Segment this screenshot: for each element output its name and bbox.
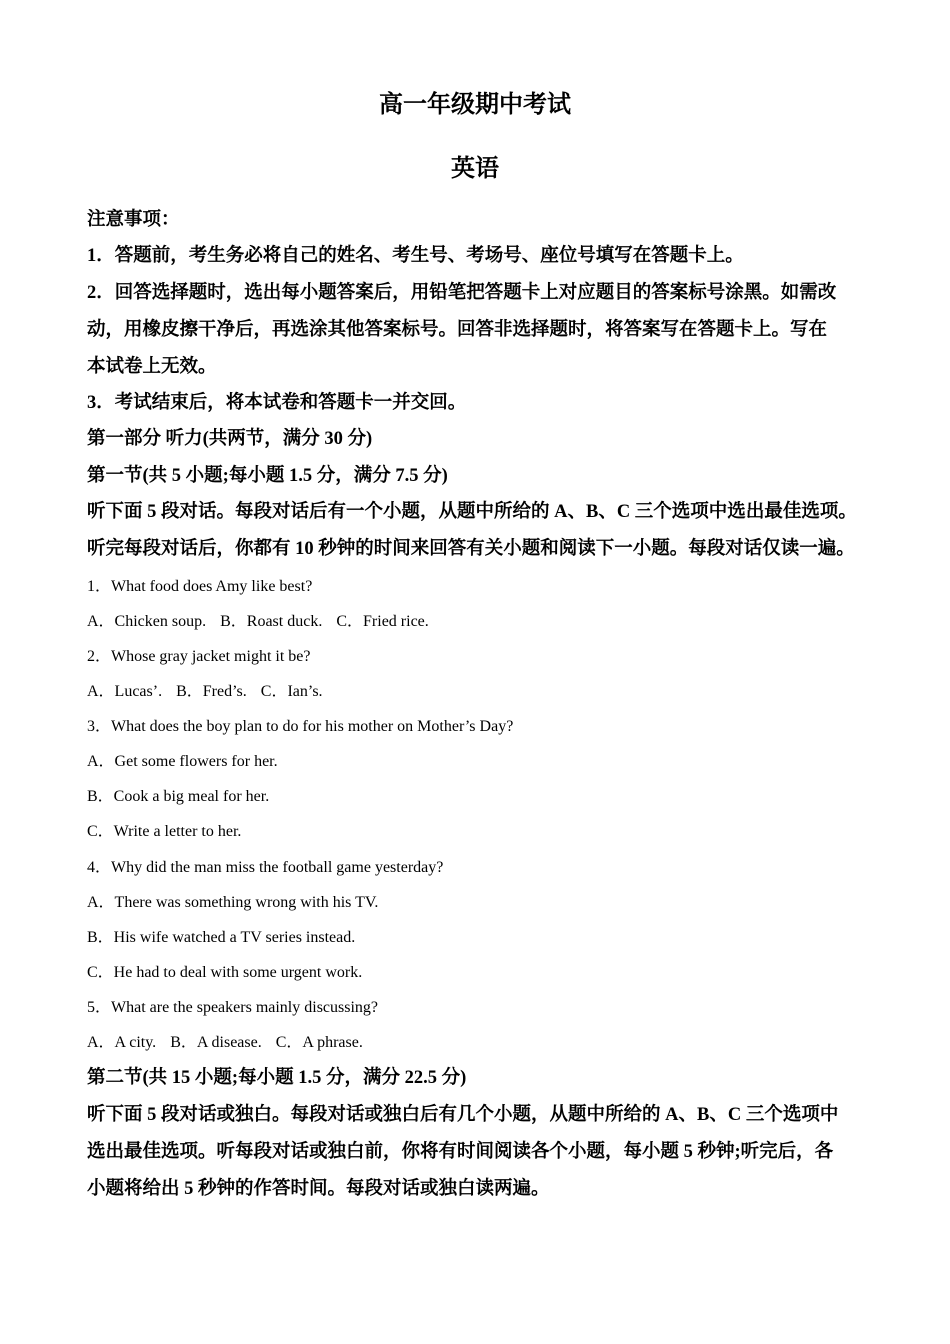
question-3: 3．What does the boy plan to do for his mother on Mother’s Day? xyxy=(87,718,514,735)
question-5-option-c: C．A phrase. xyxy=(275,1034,363,1051)
section2-instruction-line-2: 选出最佳选项。听每段对话或独白前，你将有时间阅读各个小题，每小题 5 秒钟;听完后，各 xyxy=(87,1142,834,1162)
section1-instruction-line-2: 听完每段对话后，你都有 10 秒钟的时间来回答有关小题和阅读下一小题。每段对话仅读一遍。 xyxy=(87,539,855,559)
question-5: 5．What are the speakers mainly discussing? xyxy=(87,999,379,1016)
section1-heading: 第一节(共 5 小题;每小题 1.5 分，满分 7.5 分) xyxy=(87,466,448,486)
question-1-option-a: A．Chicken soup. xyxy=(87,613,207,630)
question-1-options xyxy=(87,610,429,634)
notice-item-1: 1．答题前，考生务必将自己的姓名、考生号、考场号、座位号填写在答题卡上。 xyxy=(87,246,744,266)
section2-instruction-line-1: 听下面 5 段对话或独白。每段对话或独白后有几个小题，从题中所给的 A、B、C 三个选项中 xyxy=(87,1105,839,1125)
question-2: 2．Whose gray jacket might it be? xyxy=(87,648,311,665)
question-3-option-a: A．Get some flowers for her. xyxy=(87,753,278,770)
notice-item-3: 3．考试结束后，将本试卷和答题卡一并交回。 xyxy=(87,393,467,413)
notice-item-2-line-3: 本试卷上无效。 xyxy=(87,357,217,377)
section2-heading: 第二节(共 15 小题;每小题 1.5 分，满分 22.5 分) xyxy=(87,1068,467,1088)
notice-heading: 注意事项： xyxy=(87,210,180,230)
question-2-option-a: A．Lucas’. xyxy=(87,683,163,700)
question-3-option-b: B．Cook a big meal for her. xyxy=(87,788,270,805)
notice-item-2-line-2: 动，用橡皮擦干净后，再选涂其他答案标号。回答非选择题时，将答案写在答题卡上。写在 xyxy=(87,320,828,340)
question-1-option-b: B．Roast duck. xyxy=(220,613,323,630)
question-5-option-a: A．A city. xyxy=(87,1034,157,1051)
exam-subject: 英语 xyxy=(451,156,499,182)
section2-instruction-line-3: 小题将给出 5 秒钟的作答时间。每段对话或独白读两遍。 xyxy=(87,1179,550,1199)
question-4-option-a: A．There was something wrong with his TV. xyxy=(87,894,379,911)
question-3-option-c: C．Write a letter to her. xyxy=(87,823,242,840)
question-5-option-b: B．A disease. xyxy=(170,1034,262,1051)
notice-item-2-line-1: 2．回答选择题时，选出每小题答案后，用铅笔把答题卡上对应题目的答案标号涂黑。如需改 xyxy=(87,283,837,303)
question-5-options xyxy=(87,1031,363,1055)
question-4-option-c: C．He had to deal with some urgent work. xyxy=(87,964,363,981)
question-1-option-c: C．Fried rice. xyxy=(336,613,429,630)
question-2-option-c: C．Ian’s. xyxy=(260,683,323,700)
part1-heading: 第一部分 听力(共两节，满分 30 分) xyxy=(87,429,373,449)
question-2-options xyxy=(87,680,323,704)
question-1: 1．What food does Amy like best? xyxy=(87,578,313,595)
question-4-option-b: B．His wife watched a TV series instead. xyxy=(87,929,356,946)
question-4: 4．Why did the man miss the football game yesterday? xyxy=(87,859,444,876)
section1-instruction-line-1: 听下面 5 段对话。每段对话后有一个小题，从题中所给的 A、B、C 三个选项中选出最佳选项。 xyxy=(87,502,857,522)
question-2-option-b: B．Fred’s. xyxy=(176,683,247,700)
exam-title: 高一年级期中考试 xyxy=(379,92,571,118)
